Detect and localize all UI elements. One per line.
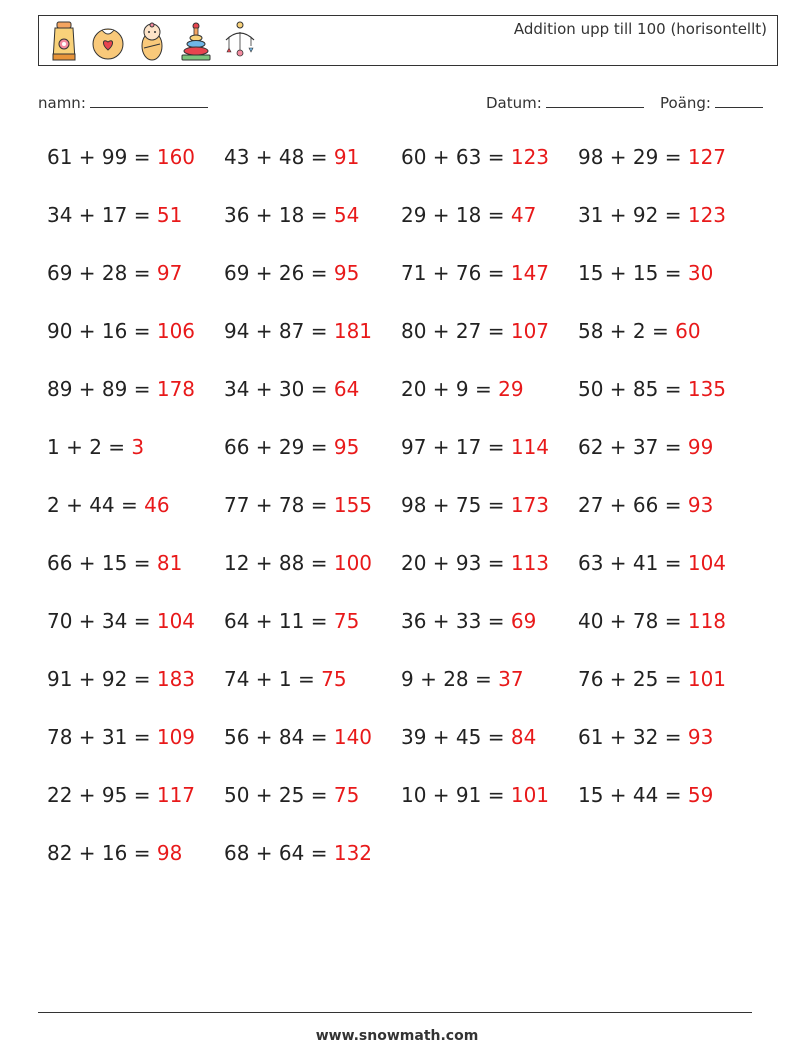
problem-expression: 62 + 37 = xyxy=(578,435,688,459)
addition-problem xyxy=(224,377,359,401)
problem-expression: 90 + 16 = xyxy=(47,319,157,343)
problem-answer: 81 xyxy=(156,551,183,575)
problem-answer: 30 xyxy=(687,261,714,285)
addition-problem xyxy=(578,725,713,749)
problem-answer: 64 xyxy=(333,377,360,401)
problem-answer: 91 xyxy=(333,145,360,169)
addition-problem xyxy=(578,493,713,517)
problem-expression: 61 + 32 = xyxy=(578,725,688,749)
bib-icon xyxy=(91,20,125,62)
problem-answer: 95 xyxy=(333,261,360,285)
problem-expression: 43 + 48 = xyxy=(224,145,334,169)
problem-expression: 20 + 93 = xyxy=(401,551,511,575)
problem-expression: 40 + 78 = xyxy=(578,609,688,633)
problem-expression: 15 + 15 = xyxy=(578,261,688,285)
problem-expression: 63 + 41 = xyxy=(578,551,688,575)
problem-answer: 84 xyxy=(510,725,537,749)
addition-problem xyxy=(401,435,549,459)
problem-answer: 59 xyxy=(687,783,714,807)
problem-expression: 80 + 27 = xyxy=(401,319,511,343)
problem-expression: 98 + 75 = xyxy=(401,493,511,517)
addition-problem xyxy=(224,725,372,749)
problem-answer: 101 xyxy=(687,667,727,691)
addition-problem xyxy=(578,145,726,169)
problem-answer: 47 xyxy=(510,203,537,227)
problem-answer: 107 xyxy=(510,319,550,343)
name-line[interactable] xyxy=(90,93,208,108)
problem-answer: 160 xyxy=(156,145,196,169)
problem-expression: 50 + 85 = xyxy=(578,377,688,401)
problem-expression: 71 + 76 = xyxy=(401,261,511,285)
addition-problem xyxy=(401,725,536,749)
footer-url: www.snowmath.com xyxy=(315,1028,479,1044)
problem-expression: 34 + 17 = xyxy=(47,203,157,227)
problem-expression: 66 + 15 = xyxy=(47,551,157,575)
addition-problem xyxy=(401,667,524,691)
addition-problem xyxy=(578,377,726,401)
problem-answer: 54 xyxy=(333,203,360,227)
addition-problem xyxy=(401,609,536,633)
problem-answer: 123 xyxy=(510,145,550,169)
problem-expression: 58 + 2 = xyxy=(578,319,676,343)
problem-expression: 31 + 92 = xyxy=(578,203,688,227)
swaddled-baby-icon xyxy=(135,20,169,62)
problem-answer: 95 xyxy=(333,435,360,459)
problem-expression: 70 + 34 = xyxy=(47,609,157,633)
problem-answer: 183 xyxy=(156,667,196,691)
addition-problem xyxy=(47,203,182,227)
addition-problem xyxy=(401,203,536,227)
problem-expression: 50 + 25 = xyxy=(224,783,334,807)
problem-expression: 69 + 26 = xyxy=(224,261,334,285)
problem-answer: 93 xyxy=(687,725,714,749)
problem-answer: 75 xyxy=(333,609,360,633)
problem-answer: 127 xyxy=(687,145,727,169)
problem-expression: 34 + 30 = xyxy=(224,377,334,401)
problem-expression: 77 + 78 = xyxy=(224,493,334,517)
problem-expression: 22 + 95 = xyxy=(47,783,157,807)
header-icons xyxy=(47,20,257,62)
student-fields xyxy=(38,93,770,117)
problem-answer: 135 xyxy=(687,377,727,401)
problem-expression: 94 + 87 = xyxy=(224,319,334,343)
addition-problem xyxy=(47,435,144,459)
problem-expression: 82 + 16 = xyxy=(47,841,157,865)
addition-problem xyxy=(224,667,347,691)
addition-problem xyxy=(47,319,195,343)
problem-answer: 104 xyxy=(156,609,196,633)
problem-answer: 123 xyxy=(687,203,727,227)
addition-problem xyxy=(47,725,195,749)
problem-expression: 15 + 44 = xyxy=(578,783,688,807)
addition-problem xyxy=(401,261,549,285)
addition-problem xyxy=(224,319,372,343)
problem-answer: 132 xyxy=(333,841,373,865)
problem-answer: 29 xyxy=(498,377,524,401)
problem-answer: 104 xyxy=(687,551,727,575)
problem-expression: 39 + 45 = xyxy=(401,725,511,749)
problem-answer: 93 xyxy=(687,493,714,517)
problem-expression: 68 + 64 = xyxy=(224,841,334,865)
problem-expression: 91 + 92 = xyxy=(47,667,157,691)
problem-expression: 2 + 44 = xyxy=(47,493,145,517)
problem-answer: 117 xyxy=(156,783,196,807)
addition-problem xyxy=(401,319,549,343)
addition-problem xyxy=(224,493,372,517)
problem-expression: 89 + 89 = xyxy=(47,377,157,401)
problem-answer: 46 xyxy=(144,493,170,517)
addition-problem xyxy=(401,783,549,807)
addition-problem xyxy=(47,783,195,807)
addition-problem xyxy=(401,493,549,517)
problem-answer: 114 xyxy=(510,435,550,459)
problem-answer: 155 xyxy=(333,493,373,517)
problem-expression: 10 + 91 = xyxy=(401,783,511,807)
problem-expression: 64 + 11 = xyxy=(224,609,334,633)
addition-problem xyxy=(224,145,359,169)
problem-expression: 66 + 29 = xyxy=(224,435,334,459)
problem-expression: 69 + 28 = xyxy=(47,261,157,285)
name-label: namn: xyxy=(38,94,86,112)
addition-problem xyxy=(224,783,359,807)
problem-expression: 12 + 88 = xyxy=(224,551,334,575)
problem-expression: 76 + 25 = xyxy=(578,667,688,691)
problem-expression: 60 + 63 = xyxy=(401,145,511,169)
addition-problem xyxy=(224,435,359,459)
addition-problem xyxy=(578,783,713,807)
addition-problem xyxy=(47,145,195,169)
problem-answer: 100 xyxy=(333,551,373,575)
problem-expression: 27 + 66 = xyxy=(578,493,688,517)
addition-problem xyxy=(401,551,549,575)
problem-expression: 29 + 18 = xyxy=(401,203,511,227)
addition-problem xyxy=(578,203,726,227)
problem-answer: 75 xyxy=(333,783,360,807)
problem-expression: 20 + 9 = xyxy=(401,377,499,401)
problem-answer: 140 xyxy=(333,725,373,749)
addition-problem xyxy=(47,609,195,633)
problem-answer: 109 xyxy=(156,725,196,749)
problem-answer: 60 xyxy=(675,319,701,343)
problem-answer: 99 xyxy=(687,435,714,459)
addition-problem xyxy=(401,377,524,401)
date-label: Datum: xyxy=(486,94,542,112)
addition-problem xyxy=(578,261,713,285)
date-line[interactable] xyxy=(546,93,644,108)
addition-problem xyxy=(578,319,701,343)
problem-expression: 36 + 33 = xyxy=(401,609,511,633)
problem-expression: 56 + 84 = xyxy=(224,725,334,749)
addition-problem xyxy=(224,203,359,227)
problem-answer: 69 xyxy=(510,609,537,633)
addition-problem xyxy=(578,667,726,691)
problem-expression: 36 + 18 = xyxy=(224,203,334,227)
addition-problem xyxy=(47,551,182,575)
worksheet-title: Addition upp till 100 (horisontellt) xyxy=(513,20,767,38)
addition-problem xyxy=(578,609,726,633)
addition-problem xyxy=(47,493,170,517)
problem-answer: 37 xyxy=(498,667,524,691)
addition-problem xyxy=(224,551,372,575)
problem-answer: 51 xyxy=(156,203,183,227)
problem-answer: 106 xyxy=(156,319,196,343)
name-field xyxy=(38,93,208,112)
problem-answer: 98 xyxy=(156,841,183,865)
baby-mobile-icon xyxy=(223,20,257,62)
problem-answer: 178 xyxy=(156,377,196,401)
worksheet-header xyxy=(38,15,778,66)
score-field xyxy=(660,93,763,112)
problem-expression: 74 + 1 = xyxy=(224,667,322,691)
addition-problem xyxy=(224,841,372,865)
addition-problem xyxy=(578,551,726,575)
problem-expression: 98 + 29 = xyxy=(578,145,688,169)
problem-expression: 78 + 31 = xyxy=(47,725,157,749)
addition-problem xyxy=(224,261,359,285)
problem-expression: 61 + 99 = xyxy=(47,145,157,169)
addition-problem xyxy=(578,435,713,459)
problem-answer: 97 xyxy=(156,261,183,285)
addition-problem xyxy=(47,667,195,691)
score-label: Poäng: xyxy=(660,94,711,112)
problem-answer: 173 xyxy=(510,493,550,517)
problem-answer: 181 xyxy=(333,319,373,343)
date-field xyxy=(486,93,644,112)
addition-problem xyxy=(47,377,195,401)
problem-answer: 147 xyxy=(510,261,550,285)
problem-answer: 75 xyxy=(321,667,347,691)
footer-divider xyxy=(38,1012,752,1013)
problem-answer: 118 xyxy=(687,609,727,633)
addition-problem xyxy=(401,145,549,169)
addition-problem xyxy=(47,261,182,285)
problem-answer: 113 xyxy=(510,551,550,575)
addition-problem xyxy=(224,609,359,633)
stacking-rings-icon xyxy=(179,20,213,62)
problem-answer: 3 xyxy=(131,435,145,459)
problem-expression: 97 + 17 = xyxy=(401,435,511,459)
score-line[interactable] xyxy=(715,93,763,108)
problem-answer: 101 xyxy=(510,783,550,807)
problem-expression: 9 + 28 = xyxy=(401,667,499,691)
baby-bottle-icon xyxy=(47,20,81,62)
addition-problem xyxy=(47,841,182,865)
problem-expression: 1 + 2 = xyxy=(47,435,132,459)
